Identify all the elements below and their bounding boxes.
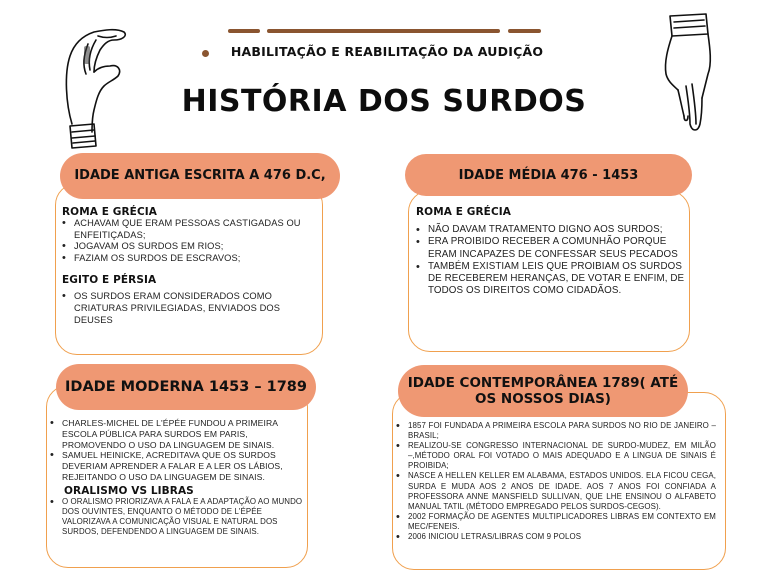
group-heading: EGITO E PÉRSIA — [62, 274, 157, 287]
list-item: • 2006 INICIOU LETRAS/LIBRAS COM 9 POLOS — [396, 532, 716, 542]
section-title-idade-moderna: IDADE MODERNA 1453 – 1789 — [56, 364, 316, 410]
page-title: HISTÓRIA DOS SURDOS — [181, 84, 587, 119]
list-item: • JOGAVAM OS SURDOS EM RIOS; — [62, 241, 318, 253]
bullet-dot-icon — [202, 50, 209, 57]
list-item: • OS SURDOS ERAM CONSIDERADOS COMO CRIATURAS PRIVILEGIADAS, ENVIADOS DOS DEUSES — [62, 291, 318, 326]
section-title-idade-antiga: IDADE ANTIGA ESCRITA A 476 D.C, — [60, 153, 340, 199]
list-item: • TAMBÉM EXISTIAM LEIS QUE PROIBIAM OS SURDOS DE RECEBEREM HERANÇAS, DE VOTAR E ENFIM, DE TODOS OS DIREITOS COMO CIDADÃOS. — [416, 261, 686, 298]
section-content-idade-antiga — [62, 206, 318, 326]
list-item: • O ORALISMO PRIORIZAVA A FALA E A ADAPTAÇÃO AO MUNDO DOS OUVINTES, ENQUANTO O MÉTODO DE L'ÉPÉE VALORIZAVA A COMUNICAÇÃO VISUAL E NATURAL DOS SURDOS, DEFENDENDO A LINGUAGEM DE SINAIS. — [50, 497, 312, 537]
decorative-line — [508, 29, 541, 33]
list-item: • NÃO DAVAM TRATAMENTO DIGNO AOS SURDOS; — [416, 224, 686, 236]
list-item: • 2002 FORMAÇÃO DE AGENTES MULTIPLICADORES LIBRAS EM CONTEXTO EM MEC/FENEIS. — [396, 512, 716, 532]
group-heading: ORALISMO VS LIBRAS — [64, 484, 194, 497]
section-title-idade-contemporanea: IDADE CONTEMPORÂNEA 1789( ATÉ OS NOSSOS DIAS) — [398, 365, 688, 417]
list-item: • CHARLES-MICHEL DE L'ÉPÉE FUNDOU A PRIMEIRA ESCOLA PÚBLICA PARA SURDOS EM PARIS, PROMOVENDO O USO DA LINGUAGEM DE SINAIS. — [50, 418, 312, 450]
decorative-line — [267, 29, 500, 33]
section-content-idade-moderna — [50, 418, 312, 537]
list-item: • 1857 FOI FUNDADA A PRIMEIRA ESCOLA PARA SURDOS NO RIO DE JANEIRO – BRASIL; — [396, 421, 716, 441]
list-item: • ERA PROIBIDO RECEBER A COMUNHÃO PORQUE ERAM INCAPAZES DE CONFESSAR SEUS PECADOS — [416, 236, 686, 260]
group-heading: ROMA E GRÉCIA — [62, 206, 157, 218]
group-heading: ROMA E GRÉCIA — [416, 206, 511, 218]
hand-sign-illustration-right — [660, 8, 720, 134]
section-content-idade-media — [416, 206, 686, 297]
section-content-idade-contemporanea — [396, 421, 716, 542]
decorative-line — [228, 29, 260, 33]
page-subtitle: HABILITAÇÃO E REABILITAÇÃO DA AUDIÇÃO — [230, 44, 544, 59]
list-item: • FAZIAM OS SURDOS DE ESCRAVOS; — [62, 253, 318, 265]
hand-sign-illustration-left — [58, 14, 130, 150]
list-item: • NASCE A HELLEN KELLER EM ALABAMA, ESTADOS UNIDOS. ELA FICOU CEGA, SURDA E MUDA AOS 2 ANOS DE IDADE. AOS 7 ANOS FOI CONFIADA A PROFESSORA ANNE MANSFIELD SULLIVAN, QUE LHE ENSINOU O ALFABETO MANUAL TATIL (MÉTODO EMPREGADO PELOS SURDOS-CEGOS). — [396, 471, 716, 511]
list-item: • ACHAVAM QUE ERAM PESSOAS CASTIGADAS OU ENFEITIÇADAS; — [62, 218, 318, 241]
section-title-idade-media: IDADE MÉDIA 476 - 1453 — [405, 154, 692, 196]
list-item: • SAMUEL HEINICKE, ACREDITAVA QUE OS SURDOS DEVERIAM APRENDER A FALAR E A LER OS LÁBIOS, REJEITANDO O USO DA LINGUAGEM DE SINAIS. — [50, 450, 312, 482]
list-item: • REALIZOU-SE CONGRESSO INTERNACIONAL DE SURDO-MUDEZ, EM MILÃO –,MÉTODO ORAL FOI VOTADO O MAIS ADEQUADO E A LINGUA DE SINAIS É PROIBIDA; — [396, 441, 716, 471]
